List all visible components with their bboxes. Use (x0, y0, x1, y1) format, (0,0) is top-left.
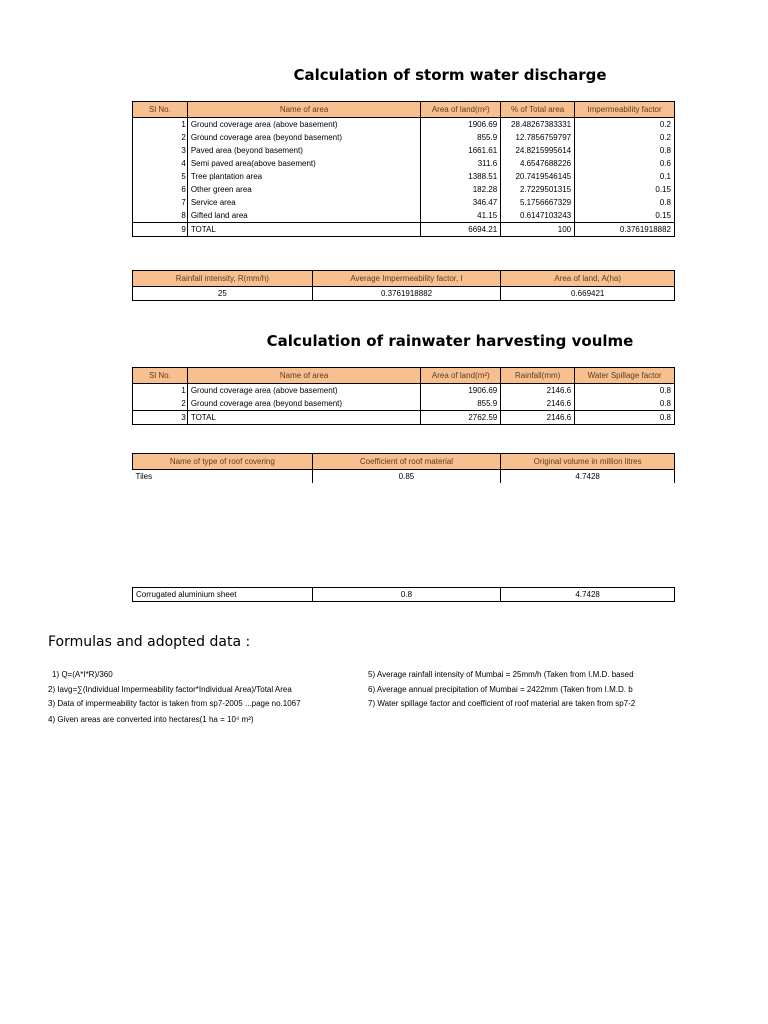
rainfall-table (132, 270, 675, 301)
rainfall-area-value: 0.669421 (501, 287, 675, 301)
storm-cell-factor: 0.8 (575, 144, 675, 157)
storm-cell-factor: 0.15 (575, 209, 675, 223)
roof-tiles-coef: 0.85 (312, 470, 501, 484)
storm-header-area: Area of land(m²) (421, 102, 501, 118)
storm-cell-factor: 0.8 (575, 196, 675, 209)
storm-row (133, 196, 675, 209)
storm-header-row (133, 102, 675, 118)
roof-table (132, 453, 675, 602)
storm-cell-area: 311.6 (421, 157, 501, 170)
formula-5: 5) Average rainfall intensity of Mumbai = 25mm/h (Taken from I.M.D. based (368, 670, 634, 679)
storm-cell-area: 855.9 (421, 131, 501, 144)
storm-cell-pct: 0.6147103243 (501, 209, 575, 223)
roof-aluminium-coef: 0.8 (312, 588, 501, 602)
storm-cell-pct: 12.7856759797 (501, 131, 575, 144)
storm-row (133, 144, 675, 157)
storm-header-sl: Sl No. (133, 102, 188, 118)
harvest-header-area: Area of land(m²) (421, 368, 501, 384)
harvest-cell-rain: 2146.6 (501, 384, 575, 398)
storm-cell-name: Tree plantation area (187, 170, 420, 183)
total-factor: 0.3761918882 (575, 223, 675, 237)
harvest-cell-sl: 1 (133, 384, 188, 398)
storm-total-row (133, 223, 675, 237)
storm-cell-area: 346.47 (421, 196, 501, 209)
formulas-heading: Formulas and adopted data : (48, 634, 251, 650)
storm-cell-sl: 4 (133, 157, 188, 170)
roof-spacer-cell (133, 483, 313, 588)
harvest-cell-spill: 0.8 (575, 397, 675, 411)
storm-row (133, 209, 675, 223)
storm-cell-area: 182.28 (421, 183, 501, 196)
storm-cell-area: 41.15 (421, 209, 501, 223)
rainfall-header-intensity: Rainfall intensity, R(mm/h) (133, 271, 313, 287)
storm-title: Calculation of storm water discharge (293, 66, 607, 84)
harvest-header-row (133, 368, 675, 384)
harvest-total-sl: 3 (133, 411, 188, 425)
storm-row (133, 131, 675, 144)
storm-cell-pct: 5.1756667329 (501, 196, 575, 209)
storm-cell-factor: 0.1 (575, 170, 675, 183)
roof-tiles-volume: 4.7428 (501, 470, 675, 484)
harvest-cell-spill: 0.8 (575, 384, 675, 398)
harvest-row (133, 384, 675, 398)
harvest-cell-area: 1906.69 (421, 384, 501, 398)
roof-header-row (133, 454, 675, 470)
storm-cell-pct: 24.8215995614 (501, 144, 575, 157)
storm-cell-sl: 2 (133, 131, 188, 144)
roof-aluminium-name: Corrugated aluminium sheet (133, 588, 313, 602)
storm-cell-factor: 0.15 (575, 183, 675, 196)
roof-tiles-name: Tiles (133, 470, 313, 484)
harvest-table (132, 367, 675, 425)
harvest-cell-sl: 2 (133, 397, 188, 411)
storm-cell-pct: 28.48267383331 (501, 118, 575, 132)
rainfall-intensity-value: 25 (133, 287, 313, 301)
rainfall-impermeability-value: 0.3761918882 (312, 287, 501, 301)
storm-cell-name: Semi paved area(above basement) (187, 157, 420, 170)
roof-header-coef: Coefficient of roof material (312, 454, 501, 470)
roof-spacer-row (133, 483, 675, 588)
storm-header-name: Name of area (187, 102, 420, 118)
storm-cell-area: 1661.61 (421, 144, 501, 157)
harvest-total-area: 2762.59 (421, 411, 501, 425)
storm-cell-name: Ground coverage area (above basement) (187, 118, 420, 132)
rainfall-header-impermeability: Average Impermeability factor, I (312, 271, 501, 287)
harvest-cell-area: 855.9 (421, 397, 501, 411)
total-area: 6694.21 (421, 223, 501, 237)
storm-cell-sl: 8 (133, 209, 188, 223)
storm-row (133, 118, 675, 132)
storm-cell-sl: 7 (133, 196, 188, 209)
roof-spacer-cell (501, 483, 675, 588)
storm-cell-pct: 20.7419546145 (501, 170, 575, 183)
storm-cell-area: 1388.51 (421, 170, 501, 183)
rainfall-header-area: Area of land, A(ha) (501, 271, 675, 287)
harvest-row (133, 397, 675, 411)
formula-3: 3) Data of impermeability factor is taken from sp7-2005 ...page no.1067 (48, 699, 301, 708)
harvest-total-row (133, 411, 675, 425)
harvest-header-rain: Rainfall(mm) (501, 368, 575, 384)
storm-header-pct: % of Total area (501, 102, 575, 118)
rainfall-header-row (133, 271, 675, 287)
storm-cell-pct: 2.7229501315 (501, 183, 575, 196)
formula-6: 6) Average annual precipitation of Mumbai = 2422mm (Taken from I.M.D. b (368, 685, 633, 694)
roof-row-tiles (133, 470, 675, 484)
formula-7: 7) Water spillage factor and coefficient of roof material are taken from sp7-2 (368, 699, 636, 708)
total-name: TOTAL (187, 223, 420, 237)
storm-row (133, 170, 675, 183)
storm-table (132, 101, 675, 237)
storm-cell-factor: 0.2 (575, 131, 675, 144)
storm-cell-area: 1906.69 (421, 118, 501, 132)
roof-header-type: Name of type of roof covering (133, 454, 313, 470)
harvest-total-spill: 0.8 (575, 411, 675, 425)
formula-4: 4) Given areas are converted into hectares(1 ha = 10⁴ m²) (48, 715, 254, 724)
storm-cell-name: Other green area (187, 183, 420, 196)
storm-cell-sl: 1 (133, 118, 188, 132)
roof-aluminium-volume: 4.7428 (501, 588, 675, 602)
harvest-cell-rain: 2146.6 (501, 397, 575, 411)
harvest-header-spill: Water Spillage factor (575, 368, 675, 384)
harvest-header-name: Name of area (187, 368, 421, 384)
harvest-cell-name: Ground coverage area (beyond basement) (187, 397, 421, 411)
storm-cell-name: Paved area (beyond basement) (187, 144, 420, 157)
harvest-cell-name: Ground coverage area (above basement) (187, 384, 421, 398)
storm-cell-sl: 5 (133, 170, 188, 183)
storm-row (133, 183, 675, 196)
roof-spacer-cell (312, 483, 501, 588)
harvest-total-name: TOTAL (187, 411, 421, 425)
storm-cell-factor: 0.2 (575, 118, 675, 132)
formula-1: 1) Q=(A*I*R)/360 (52, 670, 113, 679)
storm-cell-sl: 6 (133, 183, 188, 196)
harvest-header-sl: Sl No. (133, 368, 188, 384)
harvest-total-rain: 2146.6 (501, 411, 575, 425)
storm-cell-pct: 4.6547688226 (501, 157, 575, 170)
storm-cell-name: Service area (187, 196, 420, 209)
harvest-title: Calculation of rainwater harvesting voulme (266, 332, 634, 350)
rainfall-values-row (133, 287, 675, 301)
storm-cell-name: Ground coverage area (beyond basement) (187, 131, 420, 144)
formula-2: 2) Iavg=∑(Individual Impermeability factor*Individual Area)/Total Area (48, 685, 292, 694)
roof-row-aluminium (133, 588, 675, 602)
total-sl: 9 (133, 223, 188, 237)
storm-cell-name: Gifted land area (187, 209, 420, 223)
storm-cell-sl: 3 (133, 144, 188, 157)
storm-header-factor: Impermeability factor (575, 102, 675, 118)
storm-row (133, 157, 675, 170)
total-pct: 100 (501, 223, 575, 237)
roof-header-volume: Original volume in million litres (501, 454, 675, 470)
storm-cell-factor: 0.6 (575, 157, 675, 170)
